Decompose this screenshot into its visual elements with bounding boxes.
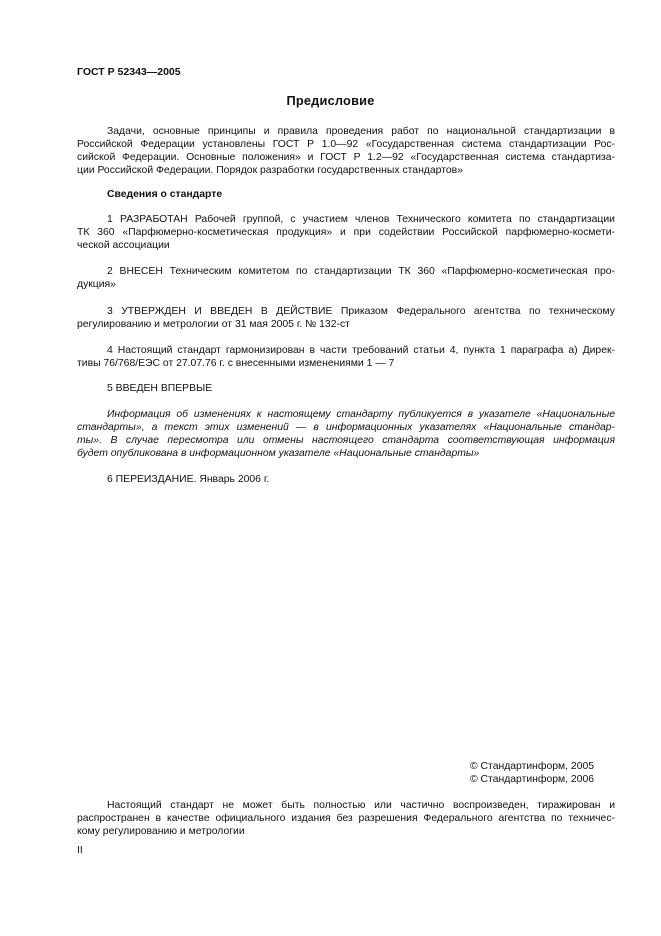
item-3-line: 3 УТВЕРЖДЕН И ВВЕДЕН В ДЕЙСТВИЕ Приказом Федерального агентства по техническому bbox=[107, 306, 615, 317]
item-4-line: тивы 76/768/ЕЭС от 27.07.76 г. с внесенными изменениями 1 — 7 bbox=[77, 358, 395, 369]
intro-line: Задачи, основные принципы и правила проведения работ по национальной стандартизации в bbox=[107, 126, 615, 137]
item-2-line: дукция» bbox=[77, 279, 116, 290]
item-3-line: регулированию и метрологии от 31 мая 2005 г. № 132-ст bbox=[77, 319, 350, 330]
page-title: Предисловие bbox=[286, 93, 375, 108]
intro-paragraph bbox=[77, 125, 615, 177]
notice-line: Информация об изменениях к настоящему стандарту публикуется в указателе «Национальные bbox=[107, 409, 615, 420]
page-number: II bbox=[77, 845, 83, 856]
item-1-line: ческой ассоциации bbox=[77, 240, 170, 251]
item-4-line: 4 Настоящий стандарт гармонизирован в части требований статьи 4, пункта 1 параграфа а) Дирек- bbox=[107, 345, 615, 356]
notice-line: ты». В случае пересмотра или отмены настоящего стандарта соответствующая информация bbox=[77, 435, 615, 446]
notice-line: стандарты», а текст этих изменений — в информационных указателях «Национальные стандар- bbox=[77, 422, 615, 433]
notice-paragraph bbox=[77, 408, 615, 460]
item-6: 6 ПЕРЕИЗДАНИЕ. Январь 2006 г. bbox=[107, 474, 270, 485]
item-1-line: 1 РАЗРАБОТАН Рабочей группой, с участием членов Технического комитета по стандартизации bbox=[107, 214, 615, 225]
item-5: 5 ВВЕДЕН ВПЕРВЫЕ bbox=[107, 383, 213, 394]
intro-line: сийской Федерации. Основные положения» и ГОСТ Р 1.2—92 «Государственная система стандартиза- bbox=[77, 152, 615, 163]
footer-line: кому регулированию и метрологии bbox=[77, 826, 245, 837]
notice-line: будет опубликована в информационном указателе «Национальные стандарты» bbox=[77, 448, 480, 459]
intro-line: ции Российской Федерации. Порядок разработки государственных стандартов» bbox=[77, 165, 463, 176]
copyright-2005: © Стандартинформ, 2005 bbox=[470, 761, 595, 772]
footer-notice bbox=[77, 799, 615, 838]
intro-line: Российской Федерации установлены ГОСТ Р 1.0—92 «Государственная система стандартизации Рос- bbox=[77, 139, 615, 150]
item-1-paragraph bbox=[77, 213, 615, 252]
item-1-line: ТК 360 «Парфюмерно-косметическая продукция» и при содействии Российской парфюмерно-космети- bbox=[77, 227, 615, 238]
copyright-2006: © Стандартинформ, 2006 bbox=[470, 774, 595, 785]
item-3-paragraph bbox=[77, 305, 615, 331]
document-code: ГОСТ Р 52343—2005 bbox=[77, 66, 181, 78]
item-2-paragraph bbox=[77, 265, 615, 291]
info-heading: Сведения о стандарте bbox=[107, 189, 223, 200]
footer-line: распространен в качестве официального издания без разрешения Федерального агентства по техничес- bbox=[77, 813, 615, 824]
footer-line: Настоящий стандарт не может быть полностью или частично воспроизведен, тиражирован и bbox=[107, 800, 615, 811]
item-2-line: 2 ВНЕСЕН Техническим комитетом по стандартизации ТК 360 «Парфюмерно-косметическая про- bbox=[107, 266, 615, 277]
item-4-paragraph bbox=[77, 344, 615, 370]
